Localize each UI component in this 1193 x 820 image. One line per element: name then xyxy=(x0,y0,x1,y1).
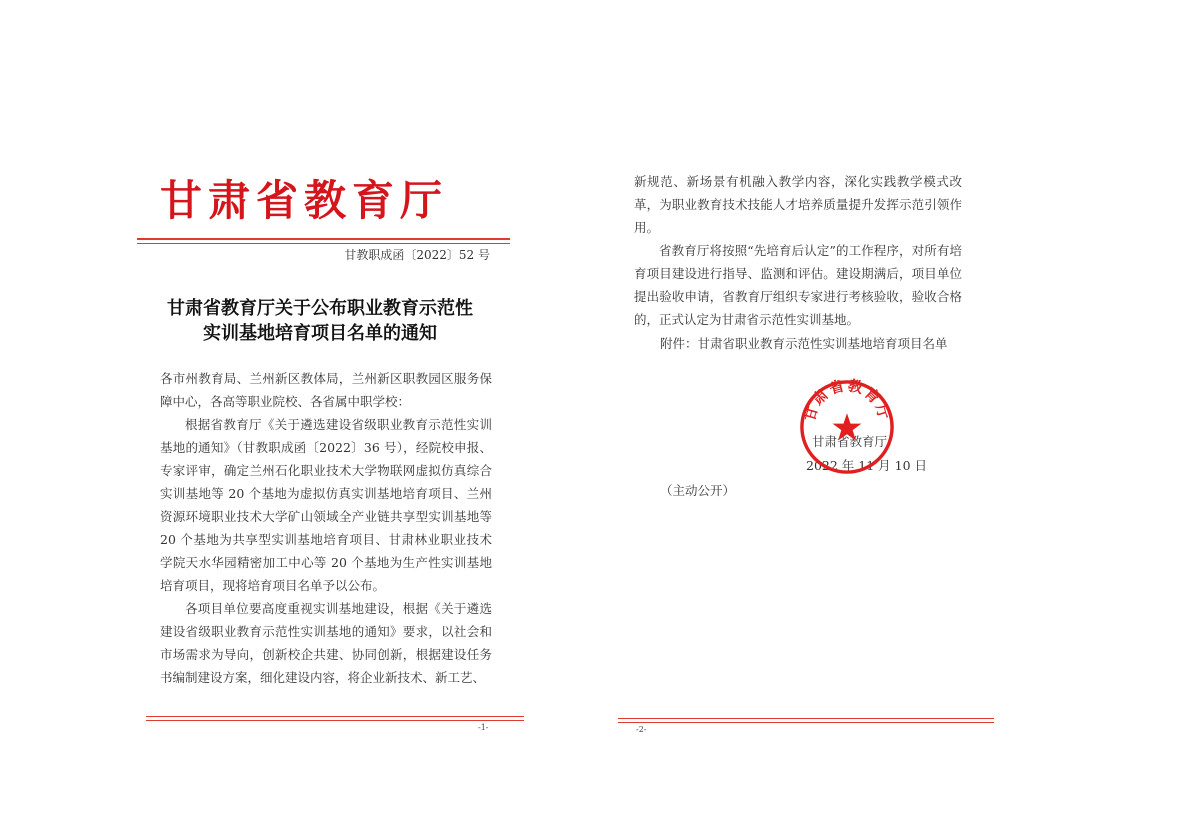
svg-text:甘肃省教育厅: 甘肃省教育厅 xyxy=(801,378,893,424)
document-title-line1: 甘肃省教育厅关于公布职业教育示范性 xyxy=(167,298,473,319)
footer-red-rule-right xyxy=(618,718,994,719)
paragraph-continued: 新规范、新场景有机融入教学内容，深化实践教学模式改革，为职业教育技术技能人才培养质量提升发挥示范引领作用。 xyxy=(634,174,962,235)
paragraph-1: 根据省教育厅《关于遴选建设省级职业教育示范性实训基地的通知》（甘教职成函〔2022〕36 号），经院校申报、专家评审，确定兰州石化职业技术大学物联网虚拟仿真综合实训基地等 20 个基地为虚拟仿真实训基地培育项目、兰州资源环境职业技术大学矿山领域全产业链共享型实训基地等 20 个基地为共享型实训基地培育项目、甘肃林业职业技术学院天水华园精密加工中心等 20 个基地为生产性实训基地培育项目，现将培育项目名单予以公布。 xyxy=(160,417,492,593)
document-title xyxy=(150,296,490,346)
paragraph-3: 省教育厅将按照“先培育后认定”的工作程序，对所有培育项目建设进行指导、监测和评估。建设期满后，项目单位提出验收申请，省教育厅组织专家进行考核验收，验收合格的，正式认定为甘肃省示范性实训基地。 xyxy=(634,243,962,327)
page-number-left: -1- xyxy=(478,723,489,732)
left-page xyxy=(0,0,596,820)
footer-red-rule-right-2 xyxy=(618,722,994,723)
header-red-rule-thin xyxy=(137,243,510,244)
salutation: 各市州教育局、兰州新区教体局，兰州新区职教园区服务保障中心，各高等职业院校、各省属中职学校： xyxy=(160,371,492,409)
footer-red-rule-2 xyxy=(146,720,524,721)
paragraph-2: 各项目单位要高度重视实训基地建设，根据《关于遴选建设省级职业教育示范性实训基地的通知》要求，以社会和市场需求为导向，创新校企共建、协同创新，根据建设任务书编制建设方案，细化建设内容，将企业新技术、新工艺、 xyxy=(160,601,492,685)
left-body xyxy=(160,367,492,689)
disclosure-note: （主动公开） xyxy=(660,483,736,498)
document-title-line2: 实训基地培育项目名单的通知 xyxy=(203,323,437,344)
signature-date: 2022 年 11 月 10 日 xyxy=(806,458,927,473)
footer-red-rule xyxy=(146,716,524,717)
document-number: 甘教职成函〔2022〕52 号 xyxy=(344,248,490,262)
header-red-rule xyxy=(137,238,510,240)
right-body xyxy=(634,170,962,331)
official-seal-icon xyxy=(798,378,896,476)
page-number-right: -2- xyxy=(636,725,647,734)
attachment-line: 附件：甘肃省职业教育示范性实训基地培育项目名单 xyxy=(660,336,948,351)
signer-name: 甘肃省教育厅 xyxy=(812,434,888,449)
document-header-title: 甘肃省教育厅 xyxy=(160,176,449,225)
